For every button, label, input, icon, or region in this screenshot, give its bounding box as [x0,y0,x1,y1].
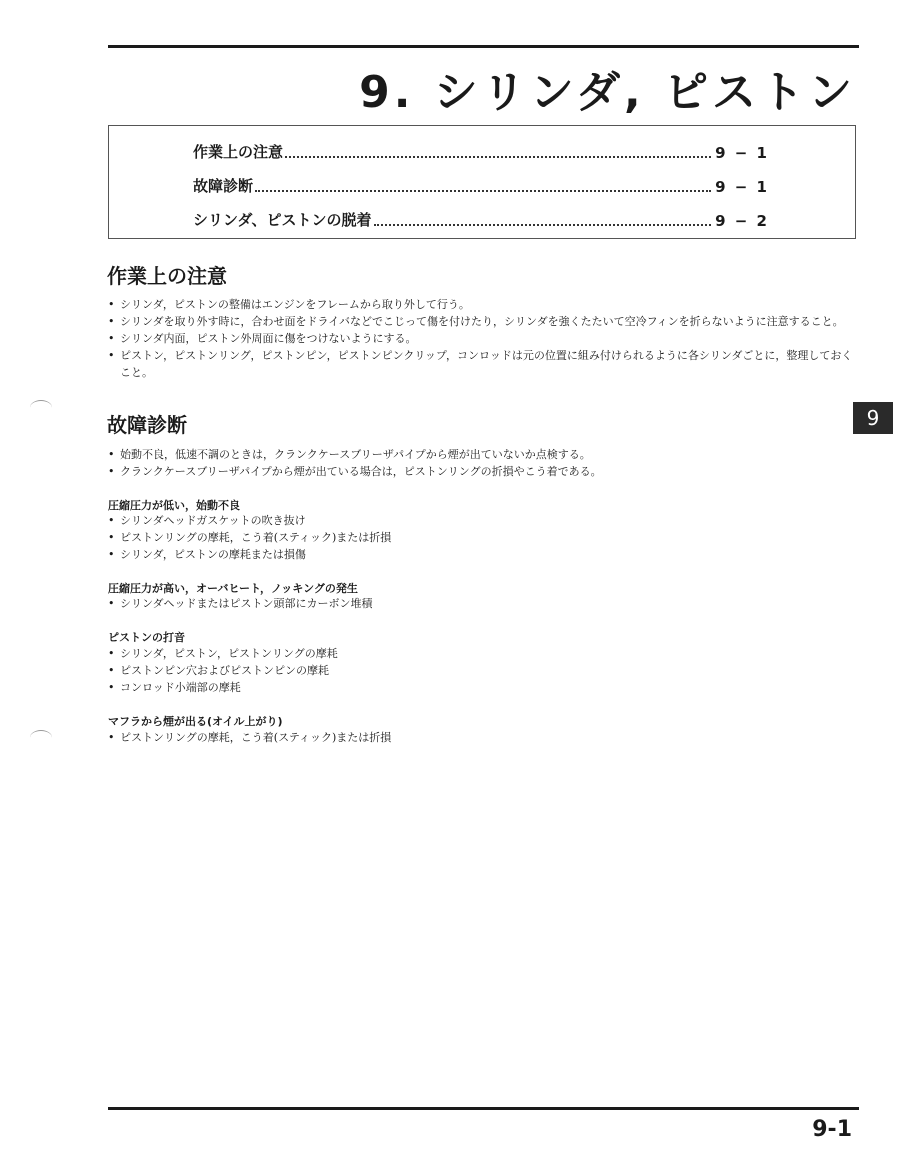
symptom-heading: ピストンの打音 [108,631,185,644]
symptom-list [108,645,860,696]
toc-leader-dots [255,190,711,192]
toc-entry-label: 故障診断 [193,177,254,195]
toc-leader-dots [374,224,712,226]
precautions-list [108,296,860,381]
list-item: • シリンダを取り外す時に，合わせ面をドライバなどでこじって傷を付けたり，シリンダを強くたたいて空冷フィンを折らないように注意すること。 [108,313,860,330]
list-item: • シリンダ，ピストンの整備はエンジンをフレームから取り外して行う。 [108,296,860,313]
diagnosis-list [108,446,860,480]
list-item: • ピストン，ピストンリング，ピストンピン，ピストンピンクリップ，コンロッドは元の位置に組み付けられるように各シリンダごとに，整理しておくこと。 [108,347,860,381]
list-item: • シリンダヘッドまたはピストン頭部にカーボン堆積 [108,595,860,612]
toc-entry-label: シリンダ、ピストンの脱着 [193,211,372,229]
list-item: • シリンダ，ピストン，ピストンリングの摩耗 [108,645,860,662]
toc-entry-page: 9 − 1 [715,144,769,162]
symptom-list [108,595,860,612]
list-item: • 始動不良，低速不調のときは，クランクケースブリーザパイプから煙が出ていないか点検する。 [108,446,860,463]
symptom-heading: 圧縮圧力が低い，始動不良 [108,499,240,512]
symptom-list [108,729,860,746]
table-of-contents [108,125,856,239]
binder-hole-mark [30,730,52,745]
toc-entry-diagnosis[interactable] [193,174,769,196]
list-item: • クランクケースブリーザパイプから煙が出ている場合は，ピストンリングの折損やこう着である。 [108,463,860,480]
symptom-list [108,512,860,563]
list-item: • コンロッド小端部の摩耗 [108,679,860,696]
symptom-heading: 圧縮圧力が高い，オーバヒート，ノッキングの発生 [108,582,358,595]
toc-entry-page: 9 − 1 [715,178,769,196]
list-item: • シリンダ内面，ピストン外周面に傷をつけないようにする。 [108,330,860,347]
binder-hole-mark [30,400,52,415]
list-item: • シリンダ，ピストンの摩耗または損傷 [108,546,860,563]
list-item: • ピストンピン穴およびピストンピンの摩耗 [108,662,860,679]
list-item: • ピストンリングの摩耗，こう着(スティック)または折損 [108,729,860,746]
list-item: • シリンダヘッドガスケットの吹き抜け [108,512,860,529]
toc-leader-dots [285,156,711,158]
bottom-rule [108,1107,859,1110]
toc-entry-precautions[interactable] [193,140,769,162]
chapter-side-tab: 9 [853,402,893,434]
toc-entry-removal[interactable] [193,208,769,230]
section-heading-diagnosis: 故障診断 [107,413,187,437]
page-number: 9-1 [812,1117,852,1142]
section-heading-precautions: 作業上の注意 [107,264,227,288]
chapter-title: 9. シリンダ, ピストン [359,67,856,118]
symptom-heading: マフラから煙が出る(オイル上がり) [108,715,283,728]
toc-entry-page: 9 − 2 [715,212,769,230]
toc-entry-label: 作業上の注意 [193,143,284,161]
top-rule [108,45,859,48]
list-item: • ピストンリングの摩耗，こう着(スティック)または折損 [108,529,860,546]
